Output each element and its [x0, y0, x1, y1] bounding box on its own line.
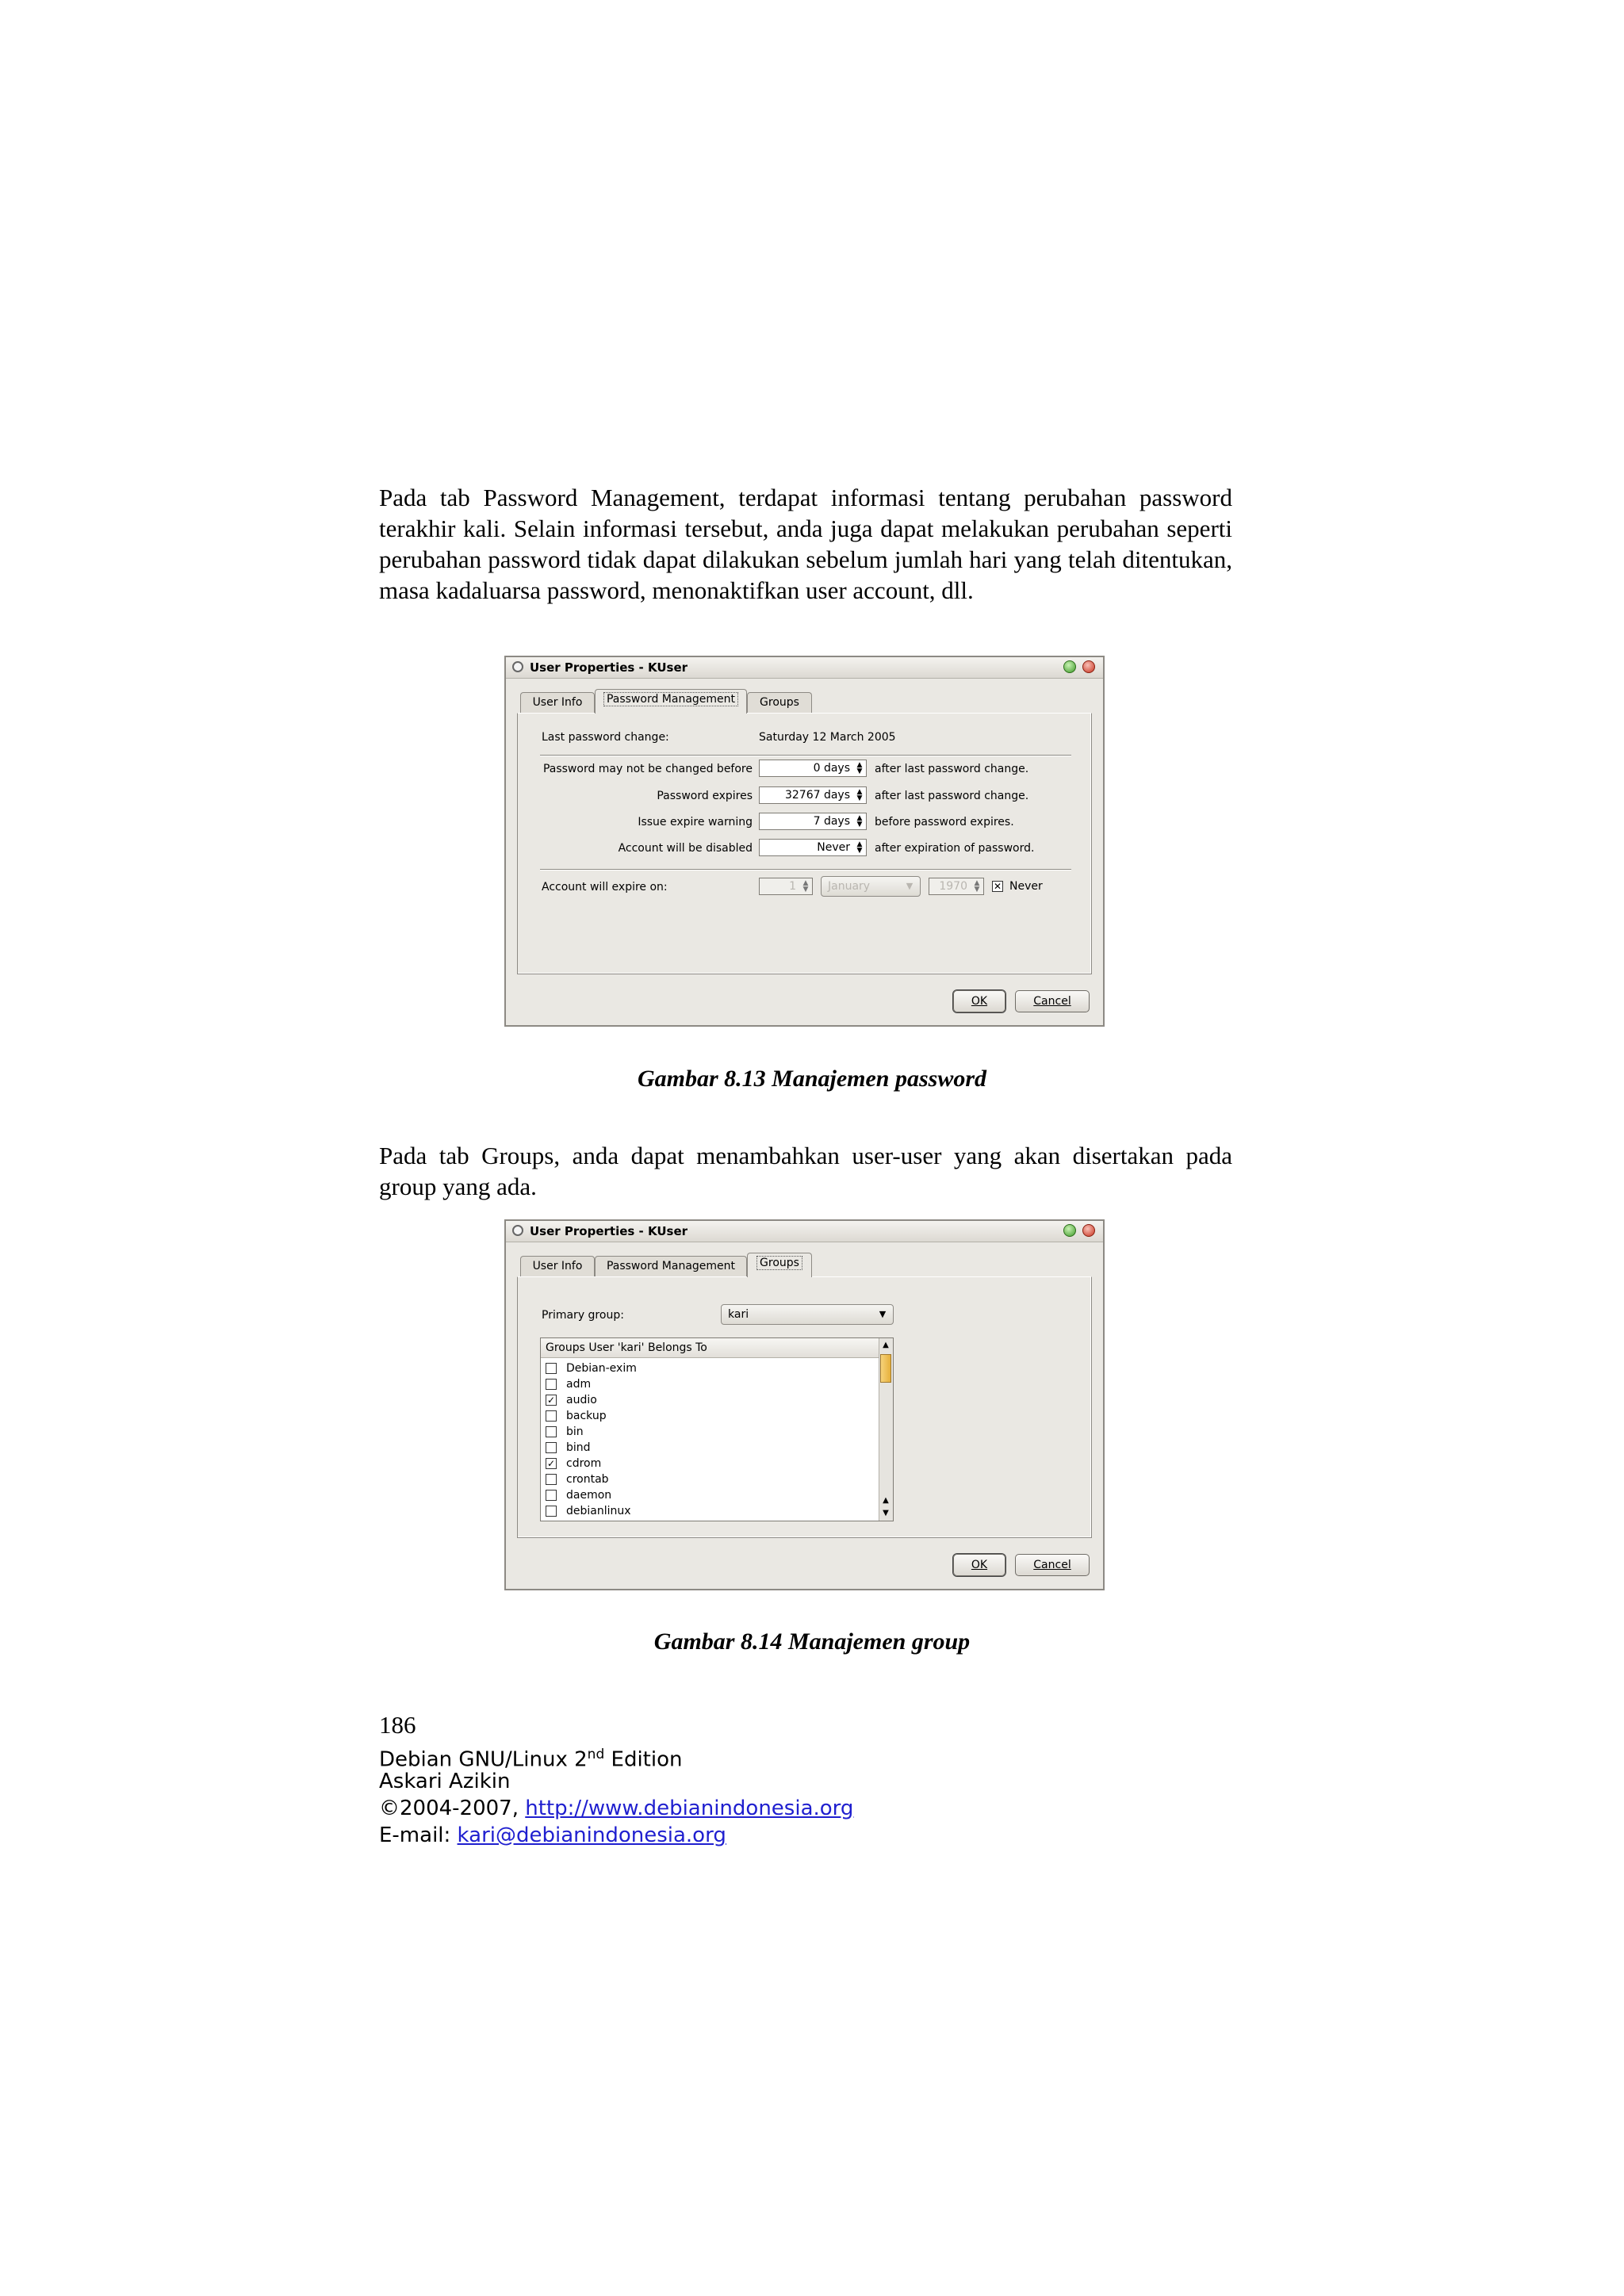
tab-password-management[interactable]: Password Management — [595, 689, 747, 714]
window-menu-icon[interactable] — [512, 661, 523, 672]
group-checkbox[interactable] — [546, 1442, 557, 1453]
window-titlebar[interactable] — [506, 657, 1103, 679]
scroll-thumb[interactable] — [880, 1354, 891, 1383]
inactive-label: Account will be disabled — [618, 842, 753, 855]
spin-arrows-icon[interactable]: ▲ ▼ — [974, 879, 980, 894]
list-header[interactable]: Groups User 'kari' Belongs To — [541, 1338, 879, 1358]
tab-user-info[interactable]: User Info — [520, 692, 595, 713]
min-days-spinbox[interactable]: 0 days ▲ ▼ — [759, 760, 867, 777]
group-checkbox[interactable] — [546, 1474, 557, 1485]
max-days-suffix: after last password change. — [875, 790, 1029, 802]
book-title: Debian GNU/Linux 2nd Edition — [379, 1747, 683, 1772]
website-link[interactable]: http://www.debianindonesia.org — [525, 1797, 854, 1820]
group-checkbox[interactable]: ✓ — [546, 1395, 556, 1406]
spin-arrows-icon[interactable]: ▲ ▼ — [856, 840, 863, 855]
figure-caption-2: Gambar 8.14 Manajemen group — [653, 1628, 971, 1655]
intro-paragraph: Pada tab Password Management, terdapat informasi tentang perubahan password terakhir kali. Selain informasi tersebut, anda juga dapat melakukan perubahan seperti perubahan password tidak dapat dilakukan sebelum jumlah hari yang telah ditentukan, masa kadaluarsa password, menonaktifkan user account, dll. — [379, 484, 1232, 604]
spin-arrows-icon[interactable]: ▲ ▼ — [802, 879, 809, 894]
maximize-icon[interactable] — [1063, 660, 1076, 673]
last-change-label: Last password change: — [542, 731, 669, 744]
copyright-line: ©2004-2007, http://www.debianindonesia.org — [379, 1797, 854, 1820]
group-checkbox[interactable] — [546, 1363, 557, 1374]
window-title: User Properties - KUser — [530, 660, 688, 675]
group-name: debianlinux — [566, 1505, 631, 1517]
group-checkbox[interactable] — [546, 1379, 557, 1390]
maximize-icon[interactable] — [1063, 1224, 1076, 1237]
scroll-down-icon[interactable]: ▼ — [883, 1509, 889, 1517]
close-icon[interactable] — [1082, 1224, 1095, 1237]
group-checkbox[interactable] — [546, 1426, 557, 1437]
kuser-password-window — [504, 656, 1105, 1027]
password-panel — [517, 713, 1092, 974]
last-change-value: Saturday 12 March 2005 — [759, 731, 896, 744]
group-name: bin — [566, 1425, 584, 1438]
never-checkbox[interactable]: ✕ — [993, 881, 1002, 892]
cancel-button[interactable]: Cancel — [1015, 990, 1090, 1012]
expire-year-spinbox[interactable]: 1970 ▲ ▼ — [929, 878, 984, 895]
chevron-down-icon: ▼ — [879, 1309, 887, 1319]
groups-list[interactable] — [540, 1337, 894, 1521]
email-link[interactable]: kari@debianindonesia.org — [457, 1823, 726, 1847]
tab-groups[interactable]: Groups — [747, 692, 812, 713]
group-name: adm — [566, 1378, 592, 1391]
inactive-spinbox[interactable]: Never ▲ ▼ — [759, 839, 867, 856]
expire-day-spinbox[interactable]: 1 ▲ ▼ — [759, 878, 813, 895]
email-line: E-mail: kari@debianindonesia.org — [379, 1823, 726, 1847]
group-name: cdrom — [566, 1457, 602, 1470]
max-days-label: Password expires — [657, 790, 753, 802]
ok-button[interactable]: OK — [953, 1554, 1005, 1576]
expire-month-select[interactable]: January ▼ — [821, 876, 921, 897]
scroll-up-icon[interactable]: ▲ — [883, 1341, 889, 1349]
spin-arrows-icon[interactable]: ▲ ▼ — [856, 788, 863, 802]
cancel-button[interactable]: Cancel — [1015, 1554, 1090, 1576]
kuser-groups-window — [504, 1219, 1105, 1590]
window-titlebar[interactable] — [506, 1221, 1103, 1242]
min-days-suffix: after last password change. — [875, 763, 1029, 775]
figure-caption-1: Gambar 8.13 Manajemen password — [637, 1066, 987, 1092]
window-title: User Properties - KUser — [530, 1224, 688, 1238]
warn-days-suffix: before password expires. — [875, 816, 1014, 828]
min-days-label: Password may not be changed before — [542, 763, 753, 775]
groups-paragraph: Pada tab Groups, anda dapat menambahkan user-user yang akan disertakan pada group yang ada. — [379, 1142, 1232, 1200]
chevron-down-icon: ▼ — [906, 881, 914, 891]
primary-group-select[interactable]: kari ▼ — [721, 1304, 894, 1325]
never-label: Never — [1009, 880, 1043, 893]
tab-groups[interactable]: Groups — [747, 1253, 812, 1277]
inactive-suffix: after expiration of password. — [875, 842, 1035, 855]
group-checkbox[interactable] — [546, 1490, 557, 1501]
group-checkbox[interactable] — [546, 1506, 557, 1517]
group-name: Debian-exim — [566, 1362, 637, 1375]
group-checkbox[interactable] — [546, 1410, 557, 1422]
group-name: daemon — [566, 1489, 612, 1502]
warn-days-label: Issue expire warning — [638, 816, 753, 828]
vertical-scrollbar[interactable] — [879, 1338, 893, 1521]
separator — [540, 755, 1071, 756]
group-checkbox[interactable]: ✓ — [546, 1458, 556, 1469]
tab-password-management[interactable]: Password Management — [595, 1256, 747, 1276]
spin-arrows-icon[interactable]: ▲ ▼ — [856, 814, 863, 828]
scroll-up-icon[interactable]: ▲ — [883, 1496, 889, 1505]
window-menu-icon[interactable] — [512, 1225, 523, 1236]
ok-button[interactable]: OK — [953, 990, 1005, 1012]
separator — [540, 869, 1071, 871]
expire-label: Account will expire on: — [542, 881, 668, 894]
spin-arrows-icon[interactable]: ▲ ▼ — [856, 761, 863, 775]
group-name: bind — [566, 1441, 591, 1454]
author: Askari Azikin — [379, 1770, 511, 1793]
tab-user-info[interactable]: User Info — [520, 1256, 595, 1276]
warn-days-spinbox[interactable]: 7 days ▲ ▼ — [759, 813, 867, 830]
primary-group-label: Primary group: — [542, 1309, 624, 1322]
max-days-spinbox[interactable]: 32767 days ▲ ▼ — [759, 786, 867, 804]
group-name: backup — [566, 1410, 607, 1422]
close-icon[interactable] — [1082, 660, 1095, 673]
group-name: crontab — [566, 1473, 609, 1486]
page-number: 186 — [379, 1711, 416, 1739]
group-name: audio — [566, 1394, 597, 1406]
groups-panel — [517, 1276, 1092, 1538]
